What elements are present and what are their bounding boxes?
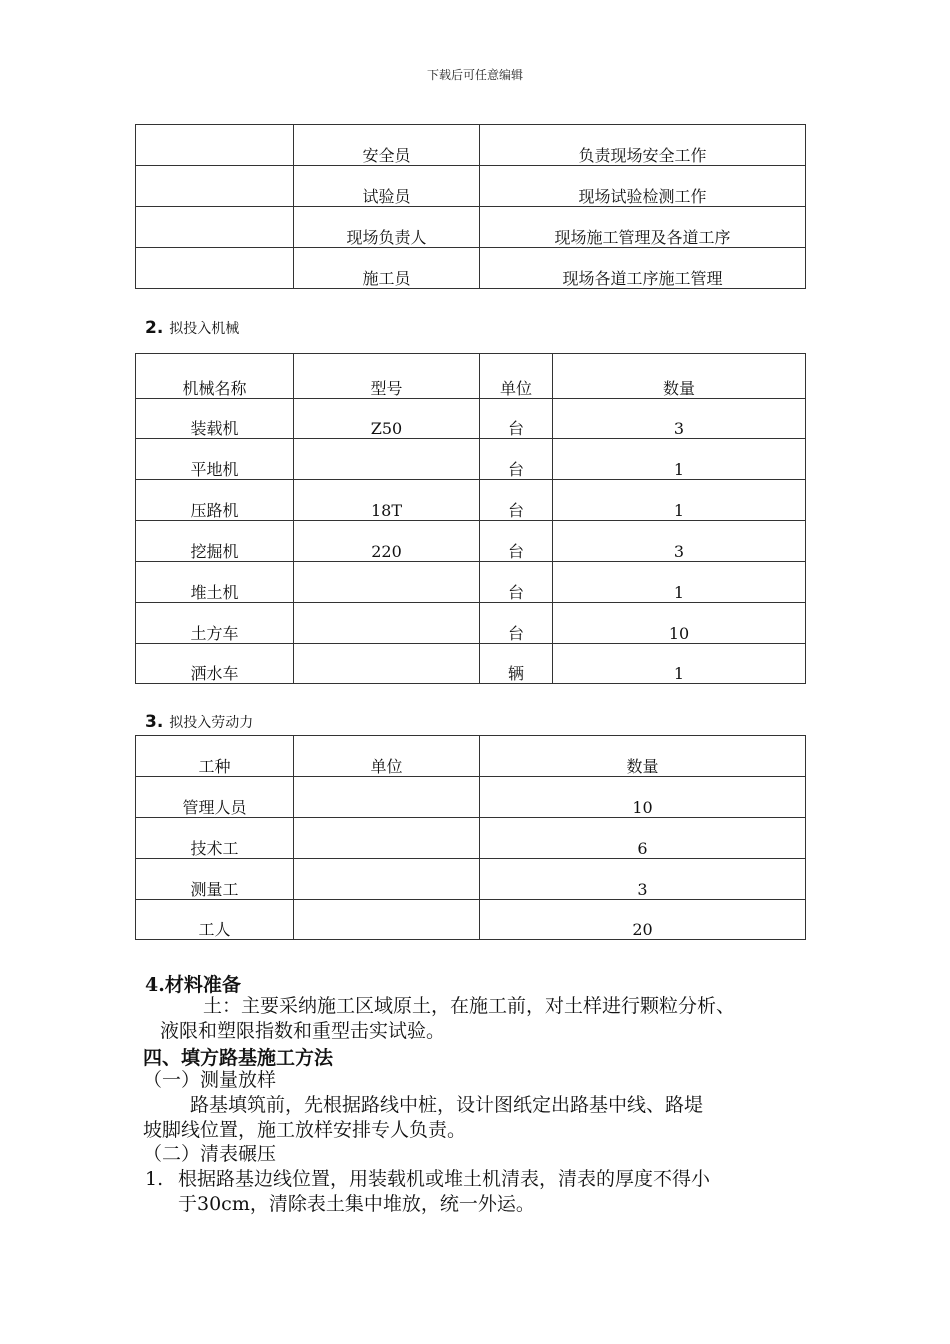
quantity-cell: 10 [553, 603, 806, 644]
quantity-cell: 1 [553, 562, 806, 603]
unit-cell: 台 [480, 603, 553, 644]
paragraph-line: 液限和塑限指数和重型击实试验。 [160, 1020, 446, 1042]
table-row [136, 125, 806, 166]
duty-cell: 现场试验检测工作 [480, 166, 806, 207]
table-row [136, 644, 806, 684]
table-row [136, 166, 806, 207]
column-header: 数量 [553, 354, 806, 399]
paragraph-line: 坡脚线位置，施工放样安排专人负责。 [143, 1119, 467, 1141]
duty-cell: 负责现场安全工作 [480, 125, 806, 166]
model-cell [294, 439, 480, 480]
quantity-cell: 6 [480, 818, 806, 859]
unit-cell: 辆 [480, 644, 553, 684]
table-row [136, 439, 806, 480]
table-cell [136, 207, 294, 248]
quantity-cell: 1 [553, 439, 806, 480]
role-cell: 安全员 [294, 125, 480, 166]
trade-cell: 工人 [136, 900, 294, 940]
list-item-line: 于30cm，清除表土集中堆放，统一外运。 [178, 1193, 535, 1215]
table-cell [136, 125, 294, 166]
unit-cell: 台 [480, 562, 553, 603]
table-row [136, 480, 806, 521]
table-row [136, 818, 806, 859]
model-cell [294, 644, 480, 684]
quantity-cell: 3 [480, 859, 806, 900]
machine-name-cell: 平地机 [136, 439, 294, 480]
table-row [136, 399, 806, 439]
trade-cell: 测量工 [136, 859, 294, 900]
table-row [136, 777, 806, 818]
table-cell [136, 166, 294, 207]
table-cell [136, 248, 294, 289]
staff-table [135, 124, 806, 289]
section-title: 拟投入机械 [169, 321, 240, 337]
quantity-cell: 3 [553, 521, 806, 562]
unit-cell [294, 777, 480, 818]
role-cell: 施工员 [294, 248, 480, 289]
paragraph-line: 土：主要采纳施工区域原土，在施工前，对土样进行颗粒分析、 [203, 995, 736, 1017]
machine-name-cell: 洒水车 [136, 644, 294, 684]
section-title: 拟投入劳动力 [169, 715, 254, 731]
column-header: 单位 [294, 736, 480, 777]
column-header: 机械名称 [136, 354, 294, 399]
section-number: 3. [145, 712, 164, 732]
machine-table [135, 353, 806, 684]
paragraph-line: 路基填筑前，先根据路线中桩，设计图纸定出路基中线、路堤 [190, 1094, 704, 1116]
table-row [136, 859, 806, 900]
chapter-heading: 四、填方路基施工方法 [143, 1047, 334, 1069]
table-header-row [136, 354, 806, 399]
duty-cell: 现场各道工序施工管理 [480, 248, 806, 289]
labor-table [135, 735, 806, 940]
model-cell [294, 603, 480, 644]
unit-cell: 台 [480, 439, 553, 480]
section-2-heading [145, 318, 239, 338]
subsection-heading: （一）测量放样 [143, 1069, 277, 1091]
section-4-heading: 4.材料准备 [145, 974, 241, 996]
column-header: 工种 [136, 736, 294, 777]
machine-name-cell: 土方车 [136, 603, 294, 644]
list-item-line: 根据路基边线位置，用装载机或堆土机清表，清表的厚度不得小 [178, 1168, 711, 1190]
page-header: 下载后可任意编辑 [426, 68, 523, 82]
quantity-cell: 10 [480, 777, 806, 818]
quantity-cell: 20 [480, 900, 806, 940]
role-cell: 试验员 [294, 166, 480, 207]
subsection-heading: （二）清表碾压 [143, 1143, 277, 1165]
machine-name-cell: 装载机 [136, 399, 294, 439]
model-cell: 220 [294, 521, 480, 562]
column-header: 数量 [480, 736, 806, 777]
quantity-cell: 3 [553, 399, 806, 439]
duty-cell: 现场施工管理及各道工序 [480, 207, 806, 248]
section-number: 2. [145, 318, 164, 338]
table-header-row [136, 736, 806, 777]
model-cell [294, 562, 480, 603]
column-header: 型号 [294, 354, 480, 399]
unit-cell [294, 859, 480, 900]
quantity-cell: 1 [553, 480, 806, 521]
model-cell: 18T [294, 480, 480, 521]
role-cell: 现场负责人 [294, 207, 480, 248]
model-cell: Z50 [294, 399, 480, 439]
unit-cell: 台 [480, 480, 553, 521]
quantity-cell: 1 [553, 644, 806, 684]
section-3-heading [145, 712, 253, 732]
unit-cell [294, 900, 480, 940]
unit-cell: 台 [480, 521, 553, 562]
list-item-number: 1. [145, 1168, 164, 1190]
machine-name-cell: 压路机 [136, 480, 294, 521]
table-row [136, 562, 806, 603]
table-row [136, 207, 806, 248]
unit-cell [294, 818, 480, 859]
machine-name-cell: 挖掘机 [136, 521, 294, 562]
trade-cell: 管理人员 [136, 777, 294, 818]
table-row [136, 248, 806, 289]
table-row [136, 900, 806, 940]
machine-name-cell: 堆土机 [136, 562, 294, 603]
column-header: 单位 [480, 354, 553, 399]
trade-cell: 技术工 [136, 818, 294, 859]
table-row [136, 521, 806, 562]
table-row [136, 603, 806, 644]
unit-cell: 台 [480, 399, 553, 439]
